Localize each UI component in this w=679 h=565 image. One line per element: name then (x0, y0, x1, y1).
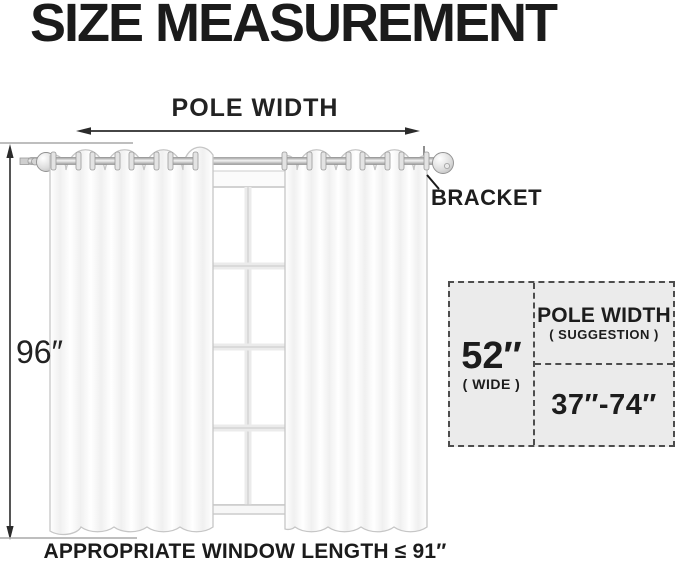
curtain-width-value: 52″ (461, 334, 522, 377)
suggestion-range: 37″-74″ (551, 388, 657, 421)
info-box-width-cell (450, 283, 535, 445)
size-info-box (448, 281, 675, 447)
info-box-range-cell (535, 365, 673, 445)
curtain-height-label: 96″ (16, 334, 63, 370)
page-title: SIZE MEASUREMENT (30, 0, 557, 53)
bracket-label: BRACKET (431, 185, 543, 210)
pole-width-arrow (76, 127, 420, 135)
height-arrow (6, 144, 13, 540)
suggestion-title: POLE WIDTH (537, 303, 671, 327)
suggestion-note: ( SUGGESTION ) (549, 327, 659, 343)
info-box-suggestion-cell (535, 283, 673, 365)
pole-width-label: POLE WIDTH (171, 94, 339, 122)
curtain-width-note: ( WIDE ) (462, 375, 521, 392)
curtain-panel-right (285, 150, 427, 532)
window-length-label: APPROPRIATE WINDOW LENGTH ≤ 91″ (43, 540, 447, 563)
rod-finial-right (433, 153, 454, 174)
curtain-panel-left (50, 147, 213, 534)
